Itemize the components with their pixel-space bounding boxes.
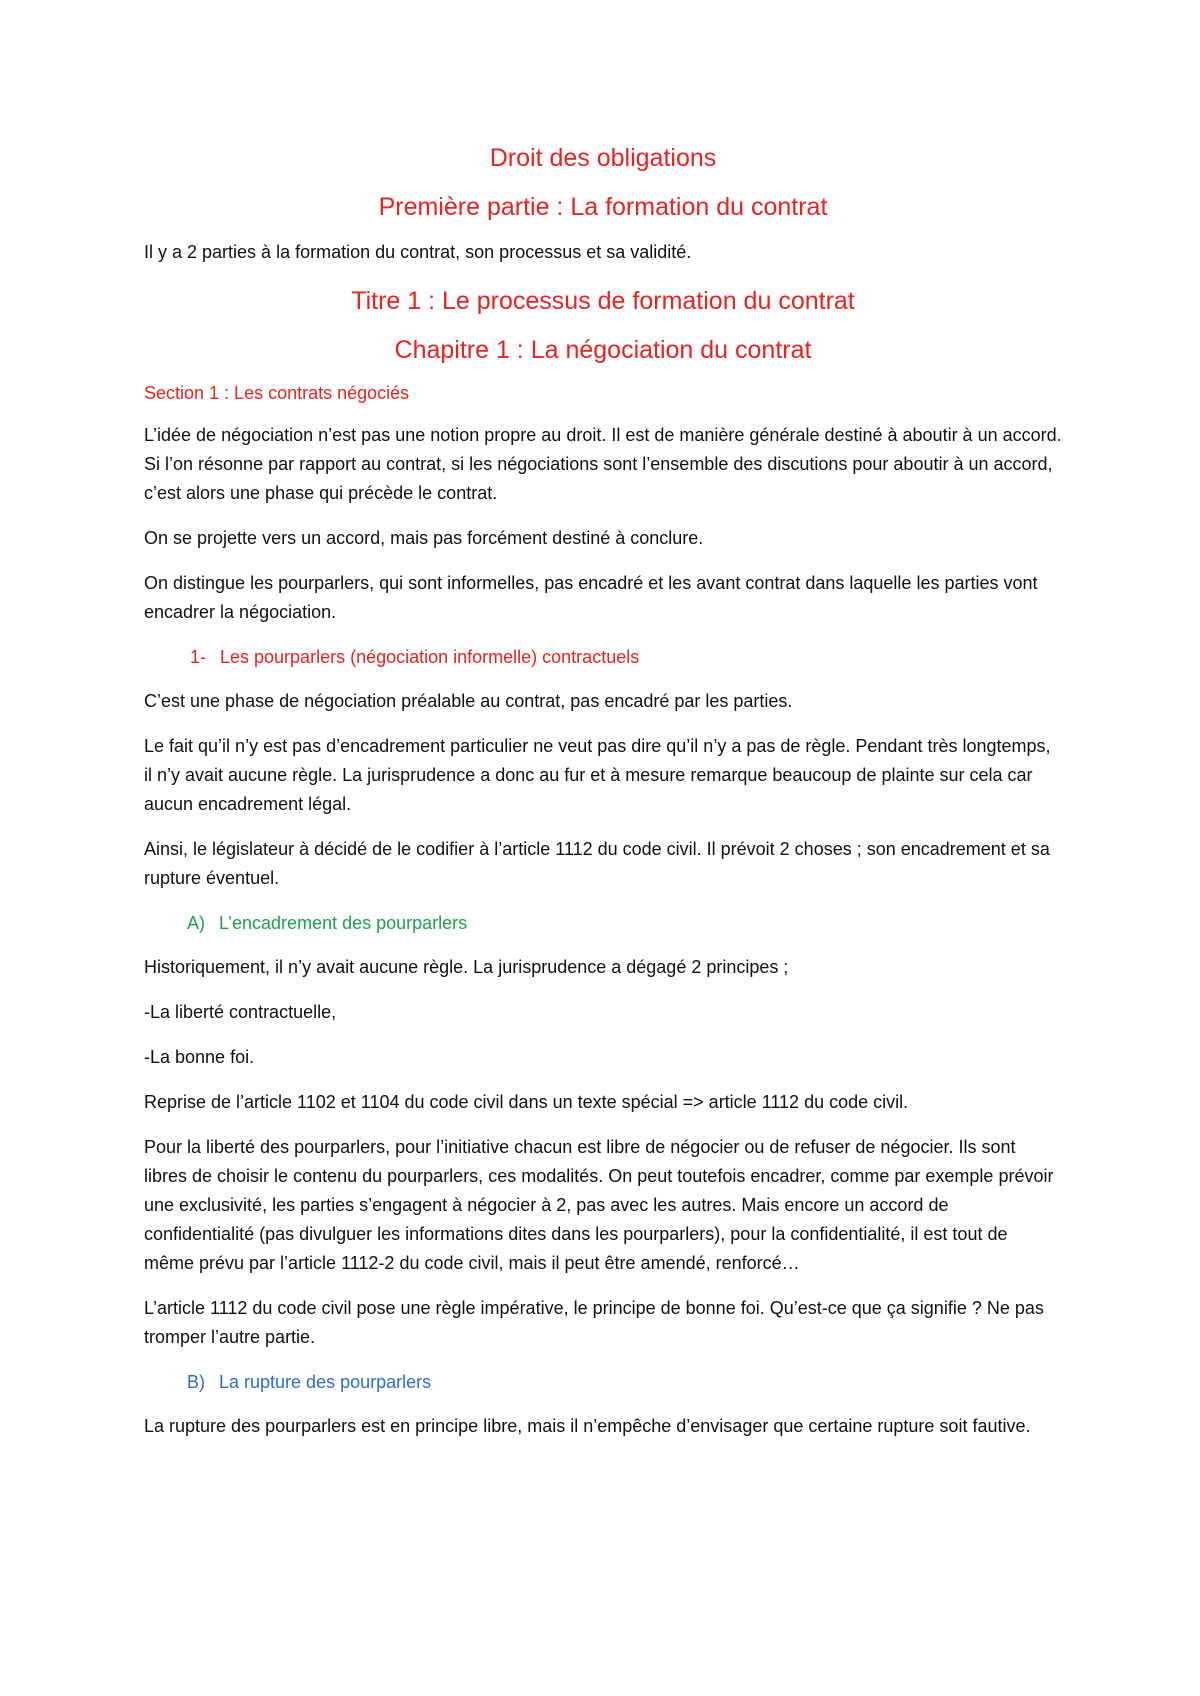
subheading-encadrement — [144, 909, 1062, 937]
intro-paragraph: Il y a 2 parties à la formation du contrat, son processus et sa validité. — [144, 242, 692, 262]
paragraph: La rupture des pourparlers est en principe libre, mais il n’empêche d’envisager que certaine rupture soit fautive. — [144, 1416, 1031, 1436]
subheading-pourparlers — [144, 643, 1062, 671]
paragraph: Historiquement, il n’y avait aucune règle. La jurisprudence a dégagé 2 principes ; — [144, 957, 789, 977]
subheading-rupture — [144, 1368, 1062, 1396]
section-heading: Section 1 : Les contrats négociés — [144, 383, 410, 403]
part-title: Première partie : La formation du contrat — [378, 193, 828, 221]
list-item: -La liberté contractuelle, — [144, 1002, 337, 1022]
titre-heading: Titre 1 : Le processus de formation du contrat — [351, 287, 855, 315]
paragraph: L’idée de négociation n’est pas une notion propre au droit. Il est de manière générale destiné à aboutir à un accord. Si l’on résonne par rapport au contrat, si les négociations sont l’ensemble des discutions pour aboutir à un accord, c’est alors une phase qui précède le contrat. — [144, 425, 1062, 503]
subheading-number: B) — [187, 1372, 205, 1392]
paragraph: Pour la liberté des pourparlers, pour l’initiative chacun est libre de négocier ou de refuser de négocier. Ils sont libres de choisir le contenu du pourparlers, ces modalités. On peut toutefois encadrer, comme par exemple prévoir une exclusivité, les parties s’engagent à négocier à 2, pas avec les autres. Mais encore un accord de confidentialité (pas divulguer les informations dites dans les pourparlers), pour la confidentialité, il est tout de même prévu par l’article 1112-2 du code civil, mais il peut être amendé, renforcé… — [144, 1137, 1054, 1273]
list-item: -La bonne foi. — [144, 1047, 255, 1067]
subheading-label: La rupture des pourparlers — [219, 1372, 432, 1392]
paragraph: L’article 1112 du code civil pose une règle impérative, le principe de bonne foi. Qu’est-ce que ça signifie ? Ne pas tromper l’autre partie. — [144, 1298, 1044, 1347]
paragraph: Ainsi, le législateur à décidé de le codifier à l’article 1112 du code civil. Il prévoit 2 choses ; son encadrement et sa rupture éventuel. — [144, 839, 1050, 888]
subheading-number: 1- — [190, 647, 207, 667]
subheading-label: L’encadrement des pourparlers — [219, 913, 468, 933]
paragraph: Le fait qu’il n’y est pas d’encadrement particulier ne veut pas dire qu’il n’y a pas de règle. Pendant très longtemps, il n’y avait aucune règle. La jurisprudence a donc au fur et à mesure remarque beaucoup de plainte sur cela car aucun encadrement légal. — [144, 736, 1051, 814]
subheading-label: Les pourparlers (négociation informelle) contractuels — [220, 647, 640, 667]
document-page — [144, 140, 1062, 1457]
chapitre-heading: Chapitre 1 : La négociation du contrat — [394, 336, 812, 364]
paragraph: On se projette vers un accord, mais pas forcément destiné à conclure. — [144, 528, 704, 548]
paragraph: C’est une phase de négociation préalable au contrat, pas encadré par les parties. — [144, 691, 793, 711]
subheading-number: A) — [187, 913, 205, 933]
document-title: Droit des obligations — [489, 144, 717, 172]
paragraph: On distingue les pourparlers, qui sont informelles, pas encadré et les avant contrat dans laquelle les parties vont encadrer la négociation. — [144, 573, 1038, 622]
paragraph: Reprise de l’article 1102 et 1104 du code civil dans un texte spécial => article 1112 du code civil. — [144, 1092, 909, 1112]
